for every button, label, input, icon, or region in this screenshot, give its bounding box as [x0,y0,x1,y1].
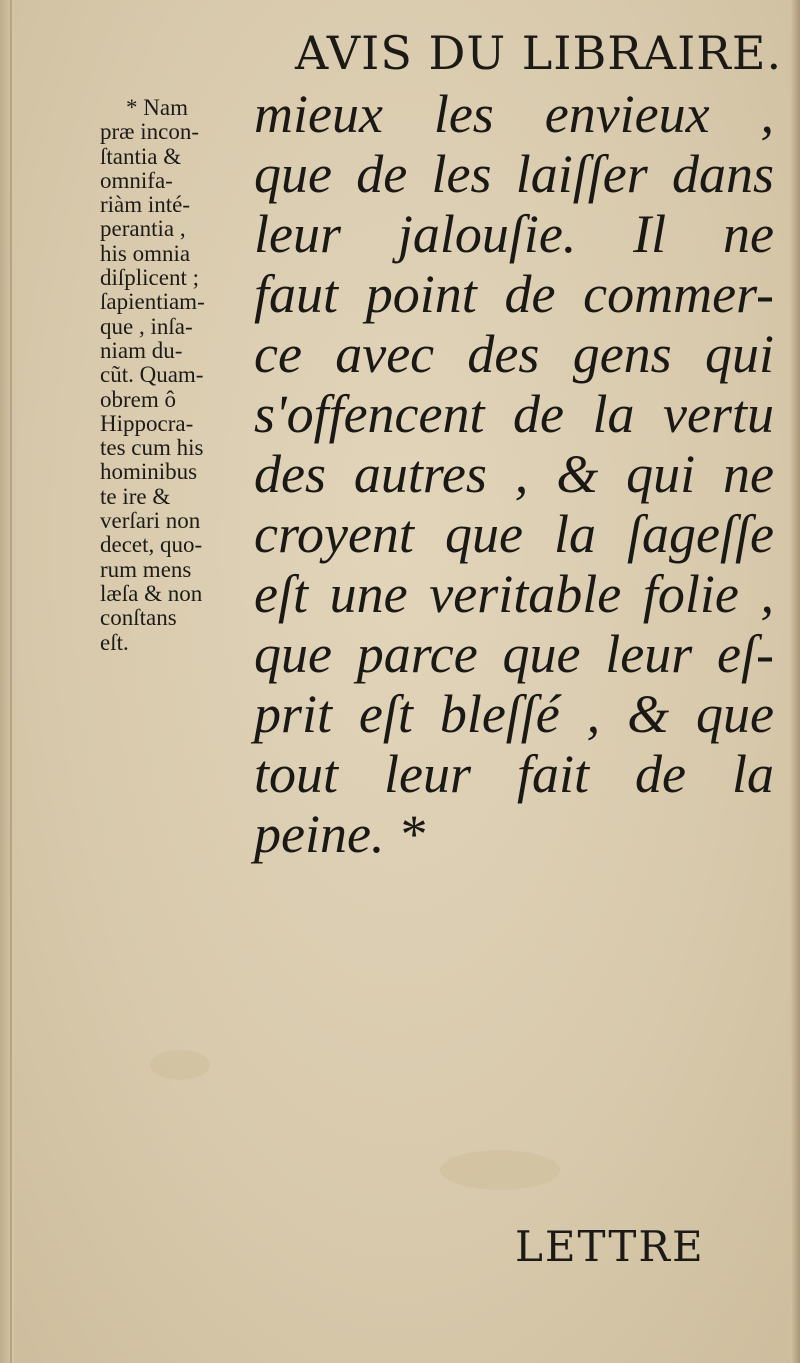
text-line: ce avec des gens qui [254,324,774,384]
note-line: conſtans [100,605,177,631]
text-line: leur jalouſie. Il ne [254,204,774,264]
note-line: rum mens [100,556,192,582]
gutter-line [10,0,12,1363]
note-line: te ire & [100,483,171,509]
note-line: tes cum his [100,435,204,461]
note-line: eſt. [100,629,129,655]
note-line: diſplicent ; [100,265,200,291]
text-line: peine. * [254,804,425,864]
note-line: læſa & non [100,580,203,606]
right-page-edge [790,0,800,1363]
text-line: prit eſt bleſſé , & que [254,684,774,744]
text-line: faut point de commer- [254,264,774,324]
note-line: his omnia [100,240,191,266]
note-line: niam du- [100,337,183,363]
paper-stain [440,1150,560,1190]
text-line: mieux les envieux , [254,84,774,144]
note-line: riàm inté- [100,192,191,218]
note-line: * Nam [126,95,188,120]
note-line: decet, quo- [100,532,203,558]
main-text [254,84,774,864]
note-line: omnifa- [100,167,173,193]
paper-stain [150,1050,210,1080]
text-line: tout leur fait de la [254,744,774,804]
text-line: des autres , & qui ne [254,444,774,504]
note-line: ſtantia & [100,143,182,169]
text-line: s'offencent de la vertu [254,384,774,444]
note-line: obrem ô [100,386,177,412]
note-line: præ incon- [100,119,200,145]
note-line: verſari non [100,508,201,534]
note-line: perantia , [100,216,186,242]
note-line: Hippocra- [100,410,194,436]
text-line: que de les laiſſer dans [254,144,774,204]
note-line: cũt. Quam- [100,362,204,388]
note-line: que , inſa- [100,313,193,339]
marginal-note [100,96,260,655]
text-line: eſt une veritable folie , [254,564,774,624]
text-line: que parce que leur eſ- [254,624,774,684]
running-title: AVIS DU LIBRAIRE. [295,26,783,80]
catchword: LETTRE [515,1222,705,1271]
note-line: hominibus [100,459,198,485]
text-line: croyent que la ſageſſe [254,504,774,564]
note-line: ſapientiam- [100,289,205,315]
